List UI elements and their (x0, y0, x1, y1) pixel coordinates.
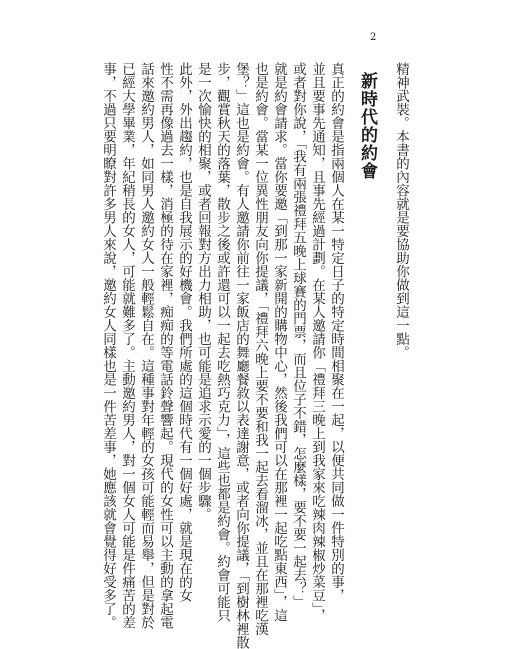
section-title: 新時代的約會 (357, 72, 377, 180)
text-line: 堡？」這也是約會。有人邀請你前往一家飯店的舞廳餐敘以表達謝意，或者向你提議，「到樹林裡散 (233, 62, 249, 649)
text-line: 是一次愉快的相聚，或者回報對方出力相助，也可能是追求示愛的一個步驟。 (195, 62, 211, 521)
intro-line: 精神武裝。本書的內容就是要協助你做到這一點。 (393, 62, 409, 359)
text-line: 已經大學畢業，年紀稍長的女人，可能就難多了。主動邀約男人，對一個女人可能是件痛苦的差 (119, 62, 135, 629)
text-line: 事，不過只要明瞭對許多男人來說，邀約女人同樣也是一件苦差事，她應該就會覺得好受多了。 (100, 62, 116, 629)
page-number: 2 (370, 32, 377, 43)
text-line: 真正的約會是指兩個人在某一特定日子的特定時間相聚在一起，以便共同做一件特別的事， (328, 62, 344, 602)
text-line: 性不需再像過去一樣，消極的待在家裡，痴痴的等電話鈴聲響起。現代的女性可以主動的拿起電 (157, 62, 173, 629)
text-line: 也是約會。當某一位異性朋友向你提議，「禮拜六晚上要不要和我一起去看溜冰，並且在那裡吃漢 (252, 62, 268, 636)
body-text (98, 62, 410, 649)
text-line: 此外，外出趨約，也是自我展示的好機會。我們所處的這個時代有一個好處，就是現在的女 (176, 62, 192, 602)
text-line: 話來邀約男人，如同男人邀約女人一般輕鬆自在。這種事對年輕的女孩可能輕而易舉，但是對於 (138, 62, 154, 629)
text-line: 步，觀賞秋天的落葉，散步之後或許還可以一起去吃熱巧克力」，這些也都是約會。約會可能只 (214, 62, 230, 623)
text-line: 就是約會請求。當你要邀「到那一家新開的購物中心，然後我們可以在那裡一起吃點東西」，這 (271, 62, 287, 623)
text-line: 或者對你說，「我有兩張禮拜五晚上球賽的門票，而且位子不錯，怎麼樣，要不要一起去？」 (290, 62, 306, 609)
text-line: 並且要事先通知，且事先經過計劃。在某人邀請你「禮拜三晚上到我家來吃辣肉辣椒炒菜豆」， (309, 62, 325, 623)
